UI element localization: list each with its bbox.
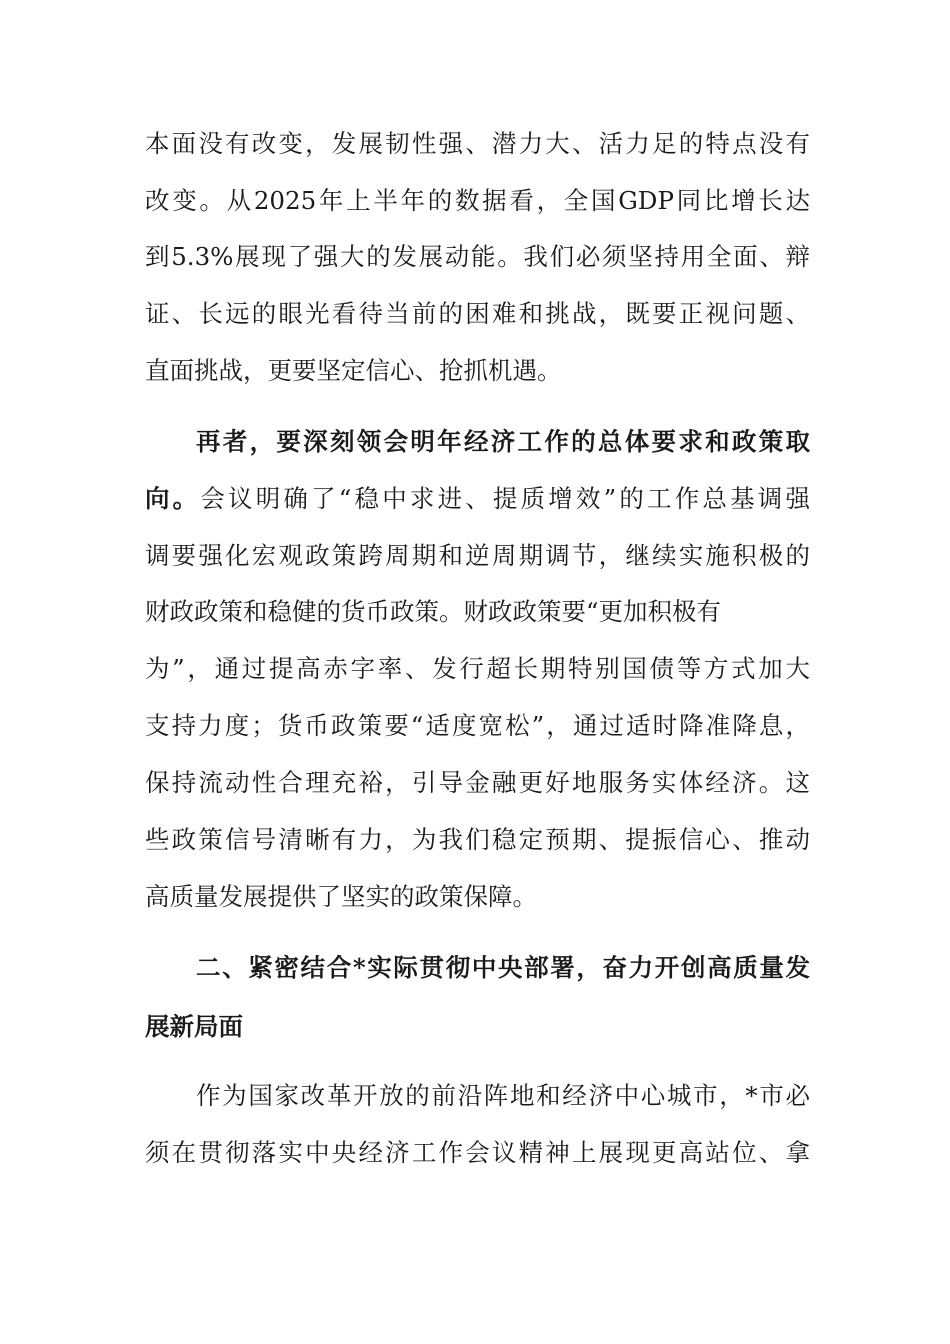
text-line: 须在贯彻落实中央经济工作会议精神上展现更高站位、拿 xyxy=(145,1138,810,1167)
text-line: 保持流动性合理充裕，引导金融更好地服务实体经济。这 xyxy=(145,768,810,797)
section-heading-continued: 展新局面 xyxy=(145,1012,243,1041)
text-line: 高质量发展提供了坚实的政策保障。 xyxy=(145,882,537,911)
section-heading: 二、紧密结合*实际贯彻中央部署，奋力开创高质量发 xyxy=(196,953,810,982)
text-line: 证、长远的眼光看待当前的困难和挑战，既要正视问题、 xyxy=(145,299,810,328)
text-line: 直面挑战，更要坚定信心、抢抓机遇。 xyxy=(145,356,562,385)
text-line: 调要强化宏观政策跨周期和逆周期调节，继续实施积极的 xyxy=(145,541,810,570)
text-line: 本面没有改变，发展韧性强、潜力大、活力足的特点没有 xyxy=(145,129,810,158)
text-line: 改变。从2025年上半年的数据看，全国GDP同比增长达 xyxy=(145,186,810,215)
text-span: 会议明确了“稳中求进、提质增效”的工作总基调强 xyxy=(200,484,810,513)
text-line: 支持力度；货币政策要“适度宽松”，通过适时降准降息， xyxy=(145,711,810,740)
text-line: 财政政策和稳健的货币政策。财政政策要“更加积极有 xyxy=(145,597,722,626)
text-line: 些政策信号清晰有力，为我们稳定预期、提振信心、推动 xyxy=(145,825,810,854)
text-line xyxy=(145,479,810,519)
text-line: 为”，通过提高赤字率、发行超长期特别国债等方式加大 xyxy=(145,654,810,683)
text-line: 到5.3%展现了强大的发展动能。我们必须坚持用全面、辩 xyxy=(145,242,810,271)
paragraph-lead-bold-end: 向。 xyxy=(145,484,201,513)
text-line: 作为国家改革开放的前沿阵地和经济中心城市，*市必 xyxy=(196,1081,810,1110)
paragraph-lead-bold: 再者，要深刻领会明年经济工作的总体要求和政策取 xyxy=(196,427,810,456)
